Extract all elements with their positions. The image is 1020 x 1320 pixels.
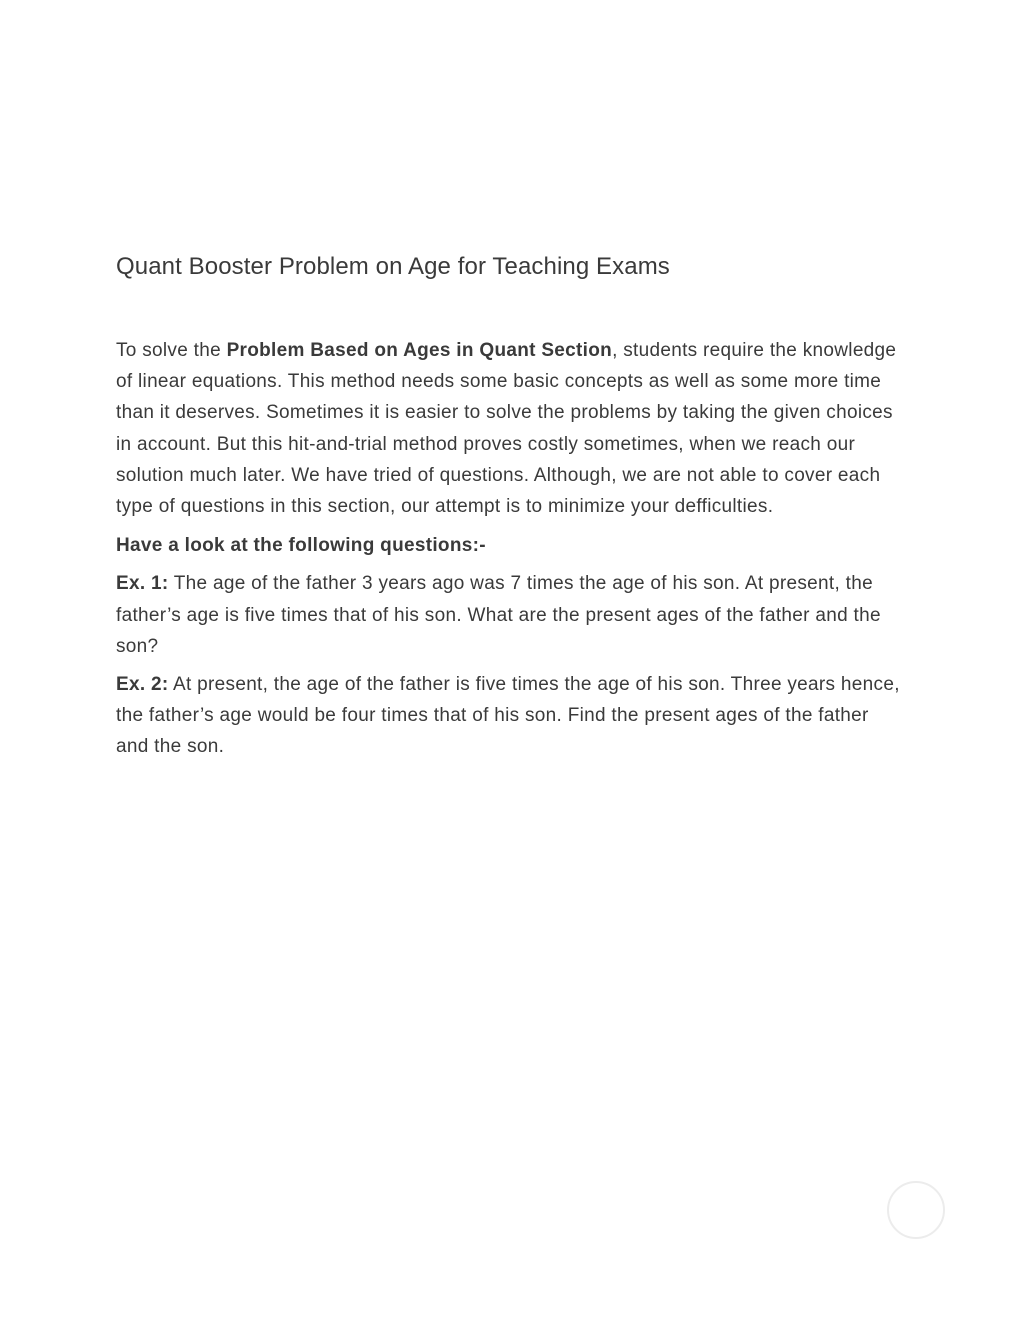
page-title: Quant Booster Problem on Age for Teaching Exams: [116, 253, 670, 280]
intro-bold-phrase: Problem Based on Ages in Quant Section: [226, 340, 613, 361]
intro-prefix: To solve the: [116, 340, 227, 361]
example-1: [116, 568, 906, 662]
example-2-label: Ex. 2:: [116, 674, 169, 696]
questions-heading: Have a look at the following questions:-: [116, 535, 486, 557]
intro-suffix: , students require the knowledge of linear equations. This method needs some basic concepts as well as some more time than it deserves. Sometimes it is easier to solve the problems by taking the given choices in account. But this hit-and-trial method proves costly sometimes, when we reach our solution much later. We have tried of questions. Although, we are not able to cover each type of questions in this section, our attempt is to minimize your defficulties.: [116, 340, 897, 518]
floating-circle-button[interactable]: [887, 1181, 945, 1239]
example-2-text: At present, the age of the father is five times the age of his son. Three years hence, the father’s age would be four times that of his son. Find the present ages of the father and the son.: [116, 674, 900, 758]
example-1-text: The age of the father 3 years ago was 7 times the age of his son. At present, the father’s age is five times that of his son. What are the present ages of the father and the son?: [116, 573, 881, 657]
intro-paragraph: [116, 335, 906, 522]
example-2: [116, 669, 906, 763]
article: [116, 250, 906, 763]
example-1-label: Ex. 1:: [116, 573, 169, 595]
